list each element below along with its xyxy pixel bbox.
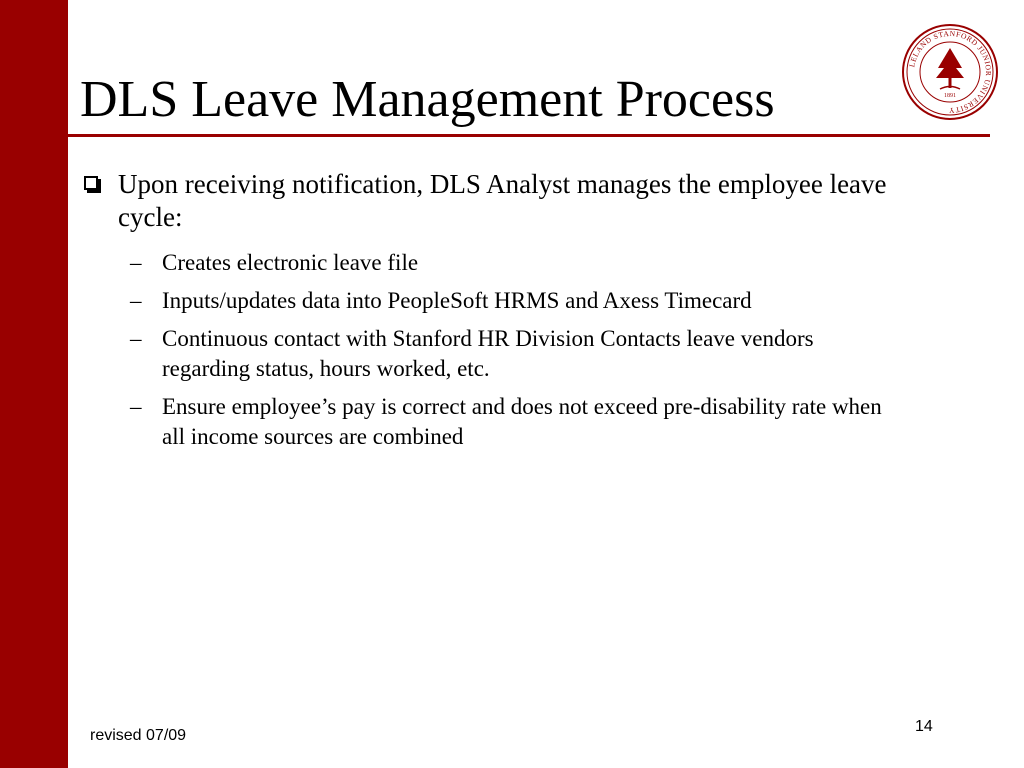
side-accent-bar [0,0,68,768]
revision-footer: revised 07/09 [90,727,187,744]
slide-body [82,168,902,460]
sub-bullet-text: Continuous contact with Stanford HR Division Contacts leave vendors regarding status, hours worked, etc. [162,326,814,381]
dash-bullet-icon: – [130,250,142,275]
svg-text:LELAND STANFORD JUNIOR UNIVERS: LELAND STANFORD JUNIOR UNIVERSITY [907,28,994,116]
sub-bullet-text: Creates electronic leave file [162,250,419,275]
checkbox-bullet-icon [84,176,98,190]
dash-bullet-icon: – [130,288,142,313]
sub-bullet-item [82,286,902,316]
dash-bullet-icon: – [130,394,142,419]
sub-bullet-item [82,248,902,278]
sub-bullet-text: Inputs/updates data into PeopleSoft HRMS and Axess Timecard [162,288,752,313]
sub-bullet-text: Ensure employee’s pay is correct and does not exceed pre-disability rate when all income sources are combined [162,394,882,449]
slide-title: DLS Leave Management Process [80,71,775,128]
title-divider [68,134,990,137]
page-number: 14 [915,718,933,735]
sub-bullet-list [82,248,902,452]
svg-text:1891: 1891 [944,93,956,99]
main-bullet [82,168,902,234]
sub-bullet-item [82,324,902,384]
dash-bullet-icon: – [130,326,142,351]
sub-bullet-item [82,392,902,452]
stanford-seal-icon [900,22,1000,122]
main-bullet-text: Upon receiving notification, DLS Analyst manages the employee leave cycle: [118,169,887,232]
